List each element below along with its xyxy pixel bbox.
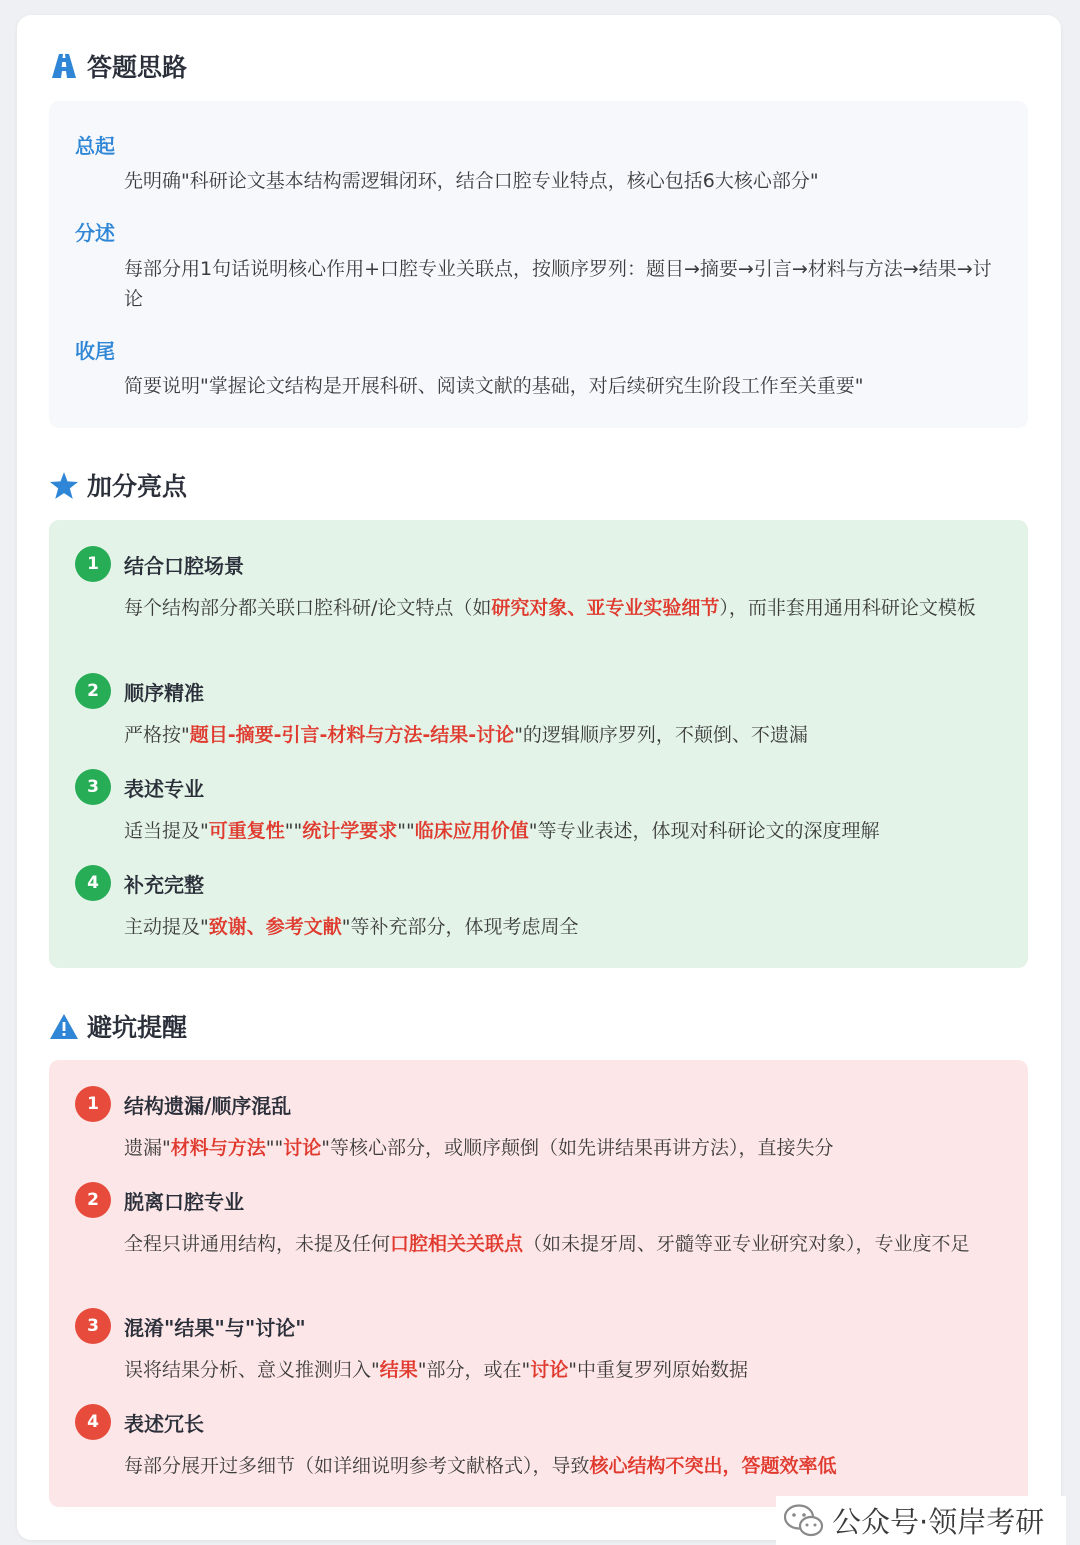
number-badge: 1 (75, 1086, 111, 1122)
section-title-bonus: 加分亮点 (49, 467, 187, 503)
closing-text: 简要说明"掌握论文结构是开展科研、阅读文献的基础，对后续研究生阶段工作至关重要" (124, 375, 864, 397)
item-text: 适当提及"可重复性""统计学要求""临床应用价值"等专业表述，体现对科研论文的深度理解 (124, 820, 880, 842)
warning-icon (49, 1011, 79, 1041)
body-tag: 分述 (75, 221, 115, 245)
pitfall-item-1 (75, 1086, 291, 1122)
number-badge: 2 (75, 1182, 111, 1218)
pitfall-item-4 (75, 1404, 204, 1440)
bonus-item-4 (75, 865, 204, 901)
body-text: 每部分用1句话说明核心作用+口腔专业关联点，按顺序罗列：题目→摘要→引言→材料与方法→结果→讨论 (124, 258, 992, 310)
item-title: 表述专业 (124, 776, 204, 801)
approach-panel (49, 101, 1028, 428)
number-badge: 2 (75, 673, 111, 709)
bonus-item-2 (75, 673, 204, 709)
number-badge: 1 (75, 546, 111, 582)
item-title: 表述冗长 (124, 1411, 204, 1436)
pitfalls-panel (49, 1060, 1028, 1507)
item-text: 严格按"题目-摘要-引言-材料与方法-结果-讨论"的逻辑顺序罗列，不颠倒、不遗漏 (124, 724, 808, 746)
opening-tag: 总起 (75, 134, 115, 158)
wechat-icon (784, 1504, 824, 1538)
road-icon (49, 51, 79, 81)
item-title: 混淆"结果"与"讨论" (124, 1315, 306, 1340)
item-text: 遗漏"材料与方法""讨论"等核心部分，或顺序颠倒（如先讲结果再讲方法），直接失分 (124, 1137, 834, 1159)
number-badge: 3 (75, 1308, 111, 1344)
item-text: 每个结构部分都关联口腔科研/论文特点（如研究对象、亚专业实验细节），而非套用通用科研论文模板 (124, 597, 976, 619)
pitfall-item-3 (75, 1308, 306, 1344)
item-title: 结合口腔场景 (124, 553, 244, 578)
bonus-item-3 (75, 769, 204, 805)
closing-tag: 收尾 (75, 339, 115, 363)
number-badge: 4 (75, 1404, 111, 1440)
item-title: 脱离口腔专业 (124, 1189, 244, 1214)
pitfall-item-2 (75, 1182, 244, 1218)
item-text: 全程只讲通用结构，未提及任何口腔相关关联点（如未提牙周、牙髓等亚专业研究对象），专业度不足 (124, 1233, 970, 1255)
item-text: 每部分展开过多细节（如详细说明参考文献格式），导致核心结构不突出，答题效率低 (124, 1455, 837, 1477)
watermark-text: 公众号·领岸考研 (832, 1505, 1045, 1539)
section-title-approach: 答题思路 (49, 48, 187, 84)
watermark (776, 1496, 1066, 1545)
item-title: 结构遗漏/顺序混乱 (124, 1093, 292, 1118)
item-text: 主动提及"致谢、参考文献"等补充部分，体现考虑周全 (124, 916, 579, 938)
bonus-item-1 (75, 546, 244, 582)
item-text: 误将结果分析、意义推测归入"结果"部分，或在"讨论"中重复罗列原始数据 (124, 1359, 749, 1381)
bonus-panel (49, 520, 1028, 968)
opening-text: 先明确"科研论文基本结构需逻辑闭环，结合口腔专业特点，核心包括6大核心部分" (124, 170, 819, 192)
item-title: 顺序精准 (124, 680, 204, 705)
number-badge: 4 (75, 865, 111, 901)
item-title: 补充完整 (124, 872, 204, 897)
star-icon (49, 470, 79, 500)
number-badge: 3 (75, 769, 111, 805)
section-title-pitfalls: 避坑提醒 (49, 1008, 187, 1044)
